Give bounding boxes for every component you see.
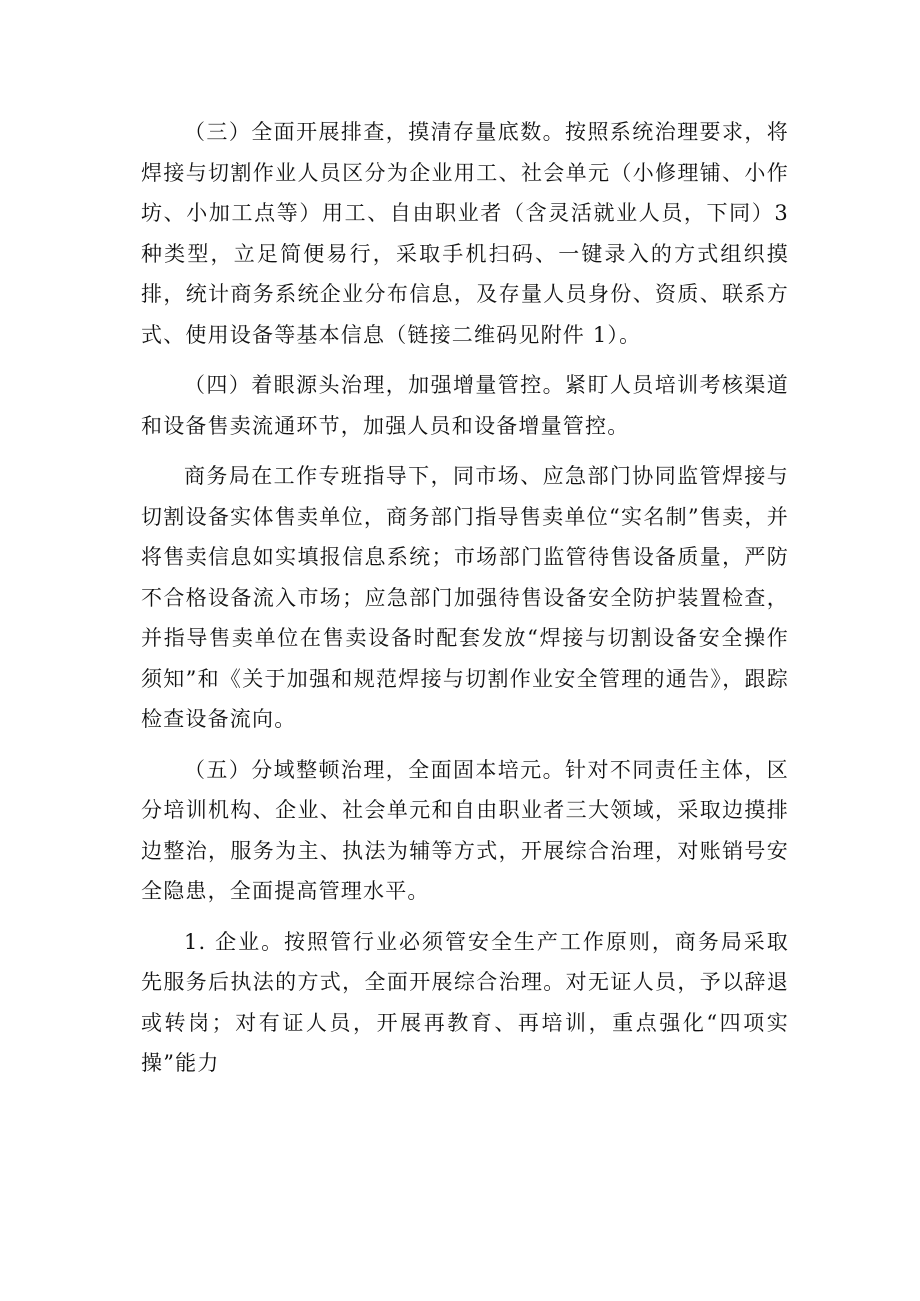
- paragraph-source-control: （四）着眼源头治理，加强增量管控。紧盯人员培训考核渠道和设备售卖流通环节，加强人员和设备增量管控。: [141, 373, 789, 438]
- paragraph-enterprise: 1. 企业。按照管行业必须管安全生产工作原则，商务局采取先服务后执法的方式，全面开展综合治理。对无证人员，予以辞退或转岗；对有证人员，开展再教育、再培训，重点强化“四项实操”能力: [141, 929, 789, 1075]
- paragraph-domain-governance: （五）分域整顿治理，全面固本培元。针对不同责任主体，区分培训机构、企业、社会单元和自由职业者三大领域，采取边摸排边整治，服务为主、执法为辅等方式，开展综合治理，对账销号安全隐患，全面提高管理水平。: [141, 757, 789, 903]
- paragraph-investigation: （三）全面开展排查，摸清存量底数。按照系统治理要求，将焊接与切割作业人员区分为企业用工、社会单元（小修理铺、小作坊、小加工点等）用工、自由职业者（含灵活就业人员，下同）3 种类型，立足简便易行，采取手机扫码、一键录入的方式组织摸排，统计商务系统企业分布信息，及存量人员身份、资质、联系方式、使用设备等基本信息（链接二维码见附件 1）。: [141, 120, 789, 347]
- paragraph-commerce-bureau: 商务局在工作专班指导下，同市场、应急部门协同监管焊接与切割设备实体售卖单位，商务部门指导售卖单位“实名制”售卖，并将售卖信息如实填报信息系统；市场部门监管待售设备质量，严防不合格设备流入市场；应急部门加强待售设备安全防护装置检查，并指导售卖单位在售卖设备时配套发放“焊接与切割设备安全操作须知”和《关于加强和规范焊接与切割作业安全管理的通告》，跟踪检查设备流向。: [141, 464, 789, 731]
- document-body: [141, 112, 789, 1094]
